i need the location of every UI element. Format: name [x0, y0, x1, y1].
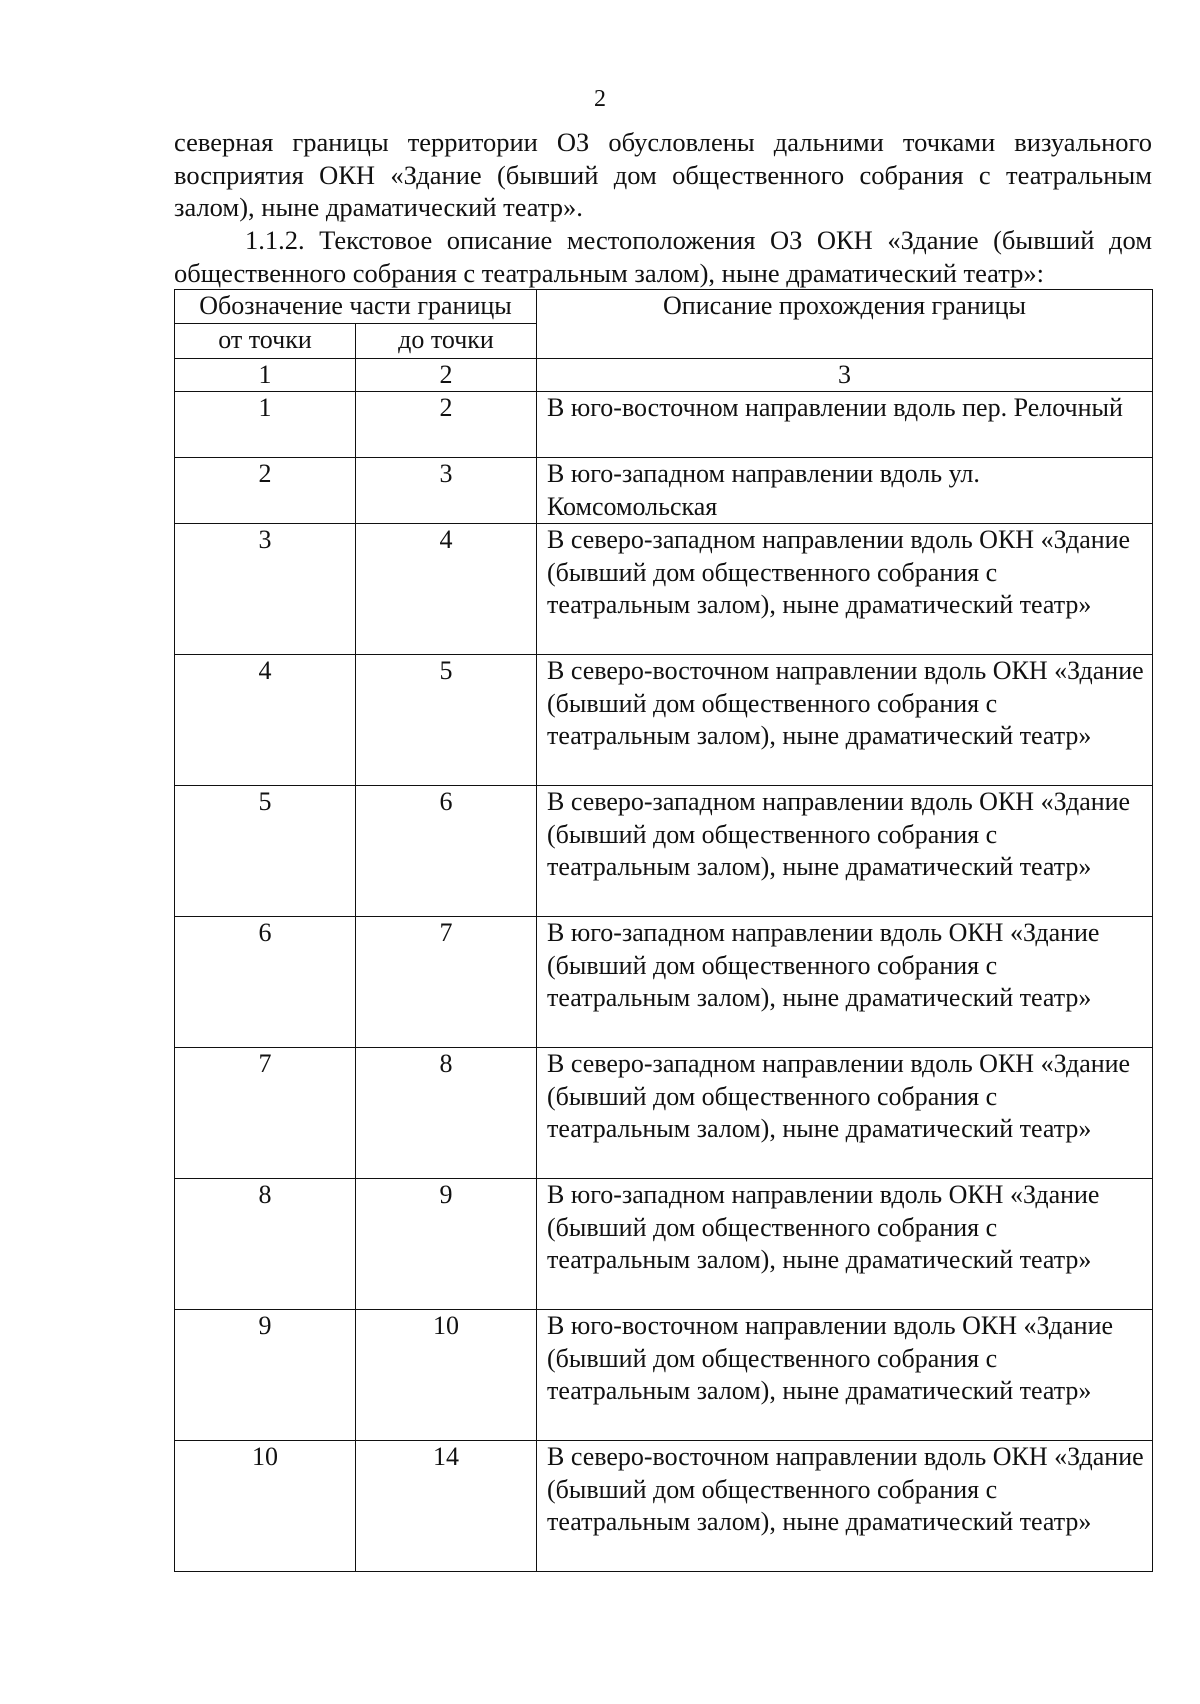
- to-point-cell: 10: [356, 1310, 537, 1441]
- column-number: 2: [356, 358, 537, 392]
- table-row: [175, 1310, 1153, 1441]
- to-point-cell: 5: [356, 655, 537, 786]
- header-from-point: от точки: [175, 323, 356, 358]
- description-cell: В юго-западном направлении вдоль ул. Комсомольская: [537, 458, 1153, 524]
- to-point-cell: 3: [356, 458, 537, 524]
- table-row: [175, 392, 1153, 458]
- header-to-point: до точки: [356, 323, 537, 358]
- page-number: 2: [594, 86, 606, 112]
- description-cell: В юго-западном направлении вдоль ОКН «Здание (бывший дом общественного собрания с театральным залом), ныне драматический театр»: [537, 917, 1153, 1048]
- from-point-cell: 2: [175, 458, 356, 524]
- to-point-cell: 6: [356, 786, 537, 917]
- table-row: [175, 655, 1153, 786]
- boundary-table: [174, 289, 1153, 1572]
- from-point-cell: 8: [175, 1179, 356, 1310]
- from-point-cell: 3: [175, 524, 356, 655]
- intro-paragraph: северная границы территории ОЗ обусловлены дальними точками визуального восприятия ОКН «Здание (бывший дом общественного собрания с театральным залом), ныне драматический театр».: [174, 127, 1152, 222]
- description-cell: В северо-западном направлении вдоль ОКН «Здание (бывший дом общественного собрания с театральным залом), ныне драматический театр»: [537, 524, 1153, 655]
- to-point-cell: 9: [356, 1179, 537, 1310]
- table-row: [175, 1179, 1153, 1310]
- table-row: [175, 917, 1153, 1048]
- table-row: [175, 1441, 1153, 1572]
- to-point-cell: 7: [356, 917, 537, 1048]
- table-column-numbers-row: [175, 358, 1153, 392]
- to-point-cell: 8: [356, 1048, 537, 1179]
- from-point-cell: 1: [175, 392, 356, 458]
- to-point-cell: 4: [356, 524, 537, 655]
- from-point-cell: 9: [175, 1310, 356, 1441]
- table-header-row: [175, 290, 1153, 324]
- description-cell: В юго-западном направлении вдоль ОКН «Здание (бывший дом общественного собрания с театральным залом), ныне драматический театр»: [537, 1179, 1153, 1310]
- table-body: [175, 392, 1153, 1572]
- description-cell: В северо-западном направлении вдоль ОКН «Здание (бывший дом общественного собрания с театральным залом), ныне драматический театр»: [537, 786, 1153, 917]
- table-row: [175, 524, 1153, 655]
- description-cell: В северо-восточном направлении вдоль ОКН «Здание (бывший дом общественного собрания с театральным залом), ныне драматический театр»: [537, 655, 1153, 786]
- header-boundary-part: Обозначение части границы: [175, 290, 537, 324]
- description-cell: В северо-западном направлении вдоль ОКН «Здание (бывший дом общественного собрания с театральным залом), ныне драматический театр»: [537, 1048, 1153, 1179]
- from-point-cell: 7: [175, 1048, 356, 1179]
- from-point-cell: 4: [175, 655, 356, 786]
- table-row: [175, 458, 1153, 524]
- table-row: [175, 786, 1153, 917]
- description-cell: В северо-восточном направлении вдоль ОКН «Здание (бывший дом общественного собрания с театральным залом), ныне драматический театр»: [537, 1441, 1153, 1572]
- section-heading-paragraph: 1.1.2. Текстовое описание местоположения ОЗ ОКН «Здание (бывший дом общественного собрания с театральным залом), ныне драматический театр»:: [174, 225, 1152, 288]
- from-point-cell: 5: [175, 786, 356, 917]
- description-cell: В юго-восточном направлении вдоль пер. Релочный: [537, 392, 1153, 458]
- column-number: 1: [175, 358, 356, 392]
- header-description: Описание прохождения границы: [537, 290, 1153, 359]
- table-row: [175, 1048, 1153, 1179]
- from-point-cell: 10: [175, 1441, 356, 1572]
- to-point-cell: 2: [356, 392, 537, 458]
- column-number: 3: [537, 358, 1153, 392]
- to-point-cell: 14: [356, 1441, 537, 1572]
- description-cell: В юго-восточном направлении вдоль ОКН «Здание (бывший дом общественного собрания с театральным залом), ныне драматический театр»: [537, 1310, 1153, 1441]
- from-point-cell: 6: [175, 917, 356, 1048]
